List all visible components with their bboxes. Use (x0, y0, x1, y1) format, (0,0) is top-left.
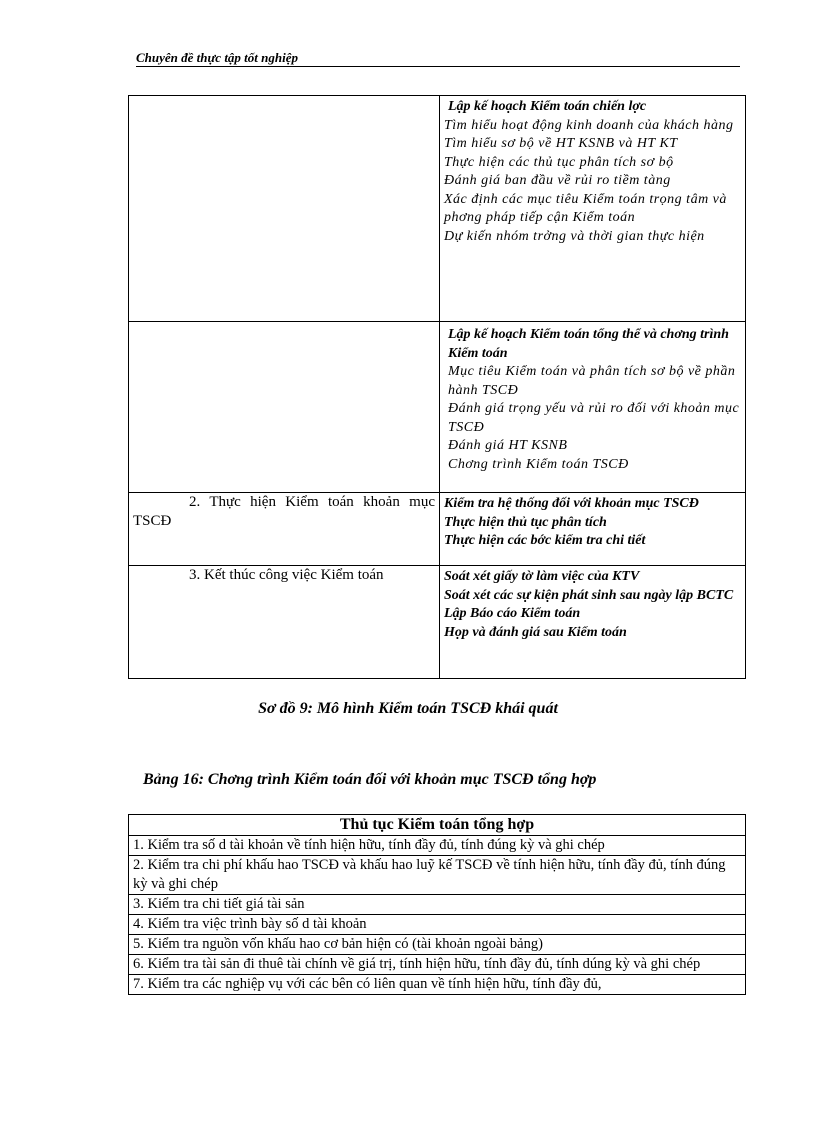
table-cell: 6. Kiểm tra tài sản đi thuê tài chính về giá trị, tính hiện hữu, tính đầy đủ, tính dúng kỳ và ghi chép (129, 955, 746, 975)
step2-content-cell (440, 493, 746, 566)
step2-label: 2. Thực hiện Kiểm toán khoản mục TSCĐ (133, 494, 435, 529)
list-item: Lập Báo cáo Kiểm toán (444, 606, 581, 621)
table-row (129, 836, 746, 856)
list-item: Đánh giá ban đầu về rủi ro tiềm tàng (444, 173, 671, 188)
table-cell: 1. Kiểm tra số d tài khoản về tính hiện hữu, tính đầy đủ, tính đúng kỳ và ghi chép (129, 836, 746, 856)
list-item: Thực hiện các thủ tục phân tích sơ bộ (444, 154, 674, 170)
planning-strategic-cell (440, 96, 746, 322)
table-header: Thủ tục Kiểm toán tổng hợp (129, 815, 746, 836)
table-cell: 7. Kiểm tra các nghiệp vụ với các bên có liên quan về tính hiện hữu, tính đầy đủ, (129, 975, 746, 995)
planning-overall-cell (440, 322, 746, 493)
step3-content-cell (440, 566, 746, 679)
table-row (129, 895, 746, 915)
block-title: Lập kế hoạch Kiểm toán tổng thể và chơng trình Kiểm toán (448, 327, 729, 361)
table-row (129, 955, 746, 975)
list-item: Tìm hiểu hoạt động kinh doanh của khách hàng (444, 117, 734, 133)
table-cell: 4. Kiểm tra việc trình bày số d tài khoản (129, 915, 746, 935)
table-row (129, 975, 746, 995)
empty-cell (129, 322, 440, 493)
list-item: Tìm hiểu sơ bộ về HT KSNB và HT KT (444, 136, 678, 151)
list-item: Thực hiện các bớc kiểm tra chi tiết (444, 533, 646, 548)
list-item: Thực hiện thủ tục phân tích (444, 514, 607, 530)
table-row (129, 566, 746, 679)
step2-label-cell (129, 493, 440, 566)
list-item: Xác định các mục tiêu Kiểm toán trọng tâm và phơng pháp tiếp cận Kiểm toán (444, 191, 727, 225)
page-header: Chuyên đề thực tập tốt nghiệp (136, 50, 740, 67)
list-item: Chơng trình Kiểm toán TSCĐ (448, 456, 629, 472)
list-item: Kiểm tra hệ thống đối với khoản mục TSCĐ (444, 496, 699, 511)
block-title: Lập kế hoạch Kiểm toán chiến lợc (448, 99, 647, 114)
table-row (129, 935, 746, 955)
table-row (129, 322, 746, 493)
list-item: Mục tiêu Kiểm toán và phân tích sơ bộ về phần hành TSCĐ (448, 364, 736, 398)
table-title: Bảng 16: Chơng trình Kiểm toán đối với khoản mục TSCĐ tổng hợp (143, 771, 597, 788)
table-cell: 2. Kiểm tra chi phí khấu hao TSCĐ và khấu hao luỹ kế TSCĐ về tính hiện hữu, tính đầy đủ, tính đúng kỳ và ghi chép (129, 856, 746, 895)
table-row (129, 96, 746, 322)
diagram-caption: Sơ đồ 9: Mô hình Kiểm toán TSCĐ khái quát (258, 700, 558, 717)
step3-label-cell (129, 566, 440, 679)
step3-label: 3. Kết thúc công việc Kiểm toán (189, 567, 384, 583)
table-cell: 3. Kiểm tra chi tiết giá tài sản (129, 895, 746, 915)
list-item: Soát xét các sự kiện phát sinh sau ngày lập BCTC (444, 587, 734, 603)
table-row (129, 493, 746, 566)
table-row (129, 915, 746, 935)
list-item: Đánh giá trọng yếu và rủi ro đối với khoản mục TSCĐ (448, 401, 740, 435)
table-header-row (129, 815, 746, 836)
table-row (129, 856, 746, 895)
procedures-table (128, 814, 746, 995)
table-cell: 5. Kiểm tra nguồn vốn khấu hao cơ bản hiện có (tài khoản ngoài bảng) (129, 935, 746, 955)
audit-model-table (128, 95, 746, 679)
empty-cell (129, 96, 440, 322)
list-item: Soát xét giấy tờ làm việc của KTV (444, 569, 640, 584)
list-item: Dự kiến nhóm trởng và thời gian thực hiện (444, 228, 705, 244)
list-item: Đánh giá HT KSNB (448, 438, 568, 453)
list-item: Họp và đánh giá sau Kiểm toán (444, 624, 627, 640)
